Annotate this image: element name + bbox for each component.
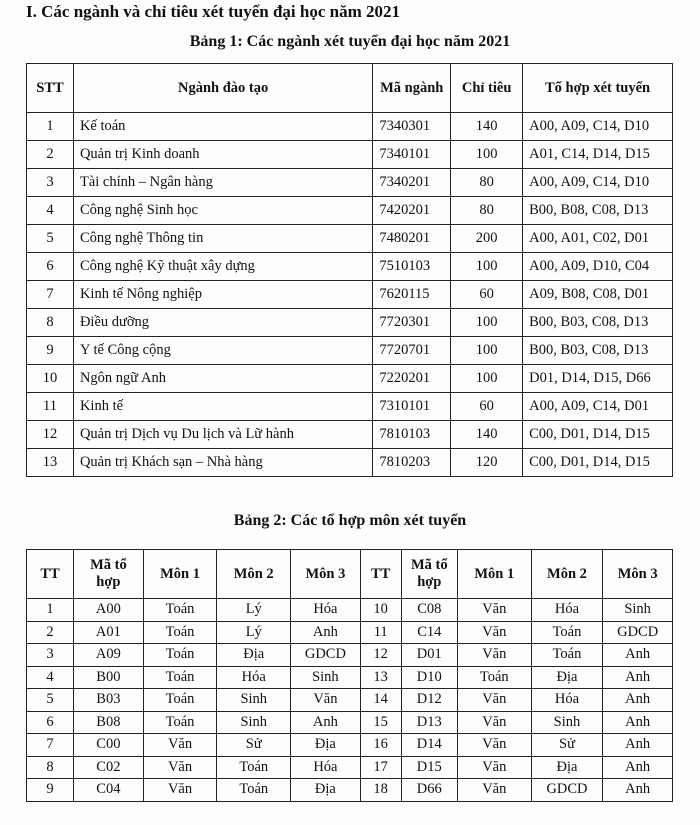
row-combo-code: A01 — [74, 621, 144, 644]
row-code: 7340201 — [373, 169, 451, 197]
table-row — [27, 281, 673, 309]
row-subject-2: Sử — [217, 734, 291, 757]
row-quota: 100 — [451, 141, 523, 169]
row-tt: 16 — [360, 734, 401, 757]
row-combo-code: D15 — [401, 756, 457, 779]
row-stt: 7 — [27, 281, 74, 309]
table-row — [27, 711, 673, 734]
row-quota: 100 — [451, 253, 523, 281]
row-quota: 140 — [451, 113, 523, 141]
row-stt: 13 — [27, 449, 74, 477]
table-row — [27, 365, 673, 393]
row-subject-3: Hóa — [291, 599, 361, 622]
row-subject-2: Địa — [217, 644, 291, 667]
table-row — [27, 141, 673, 169]
row-tt: 15 — [360, 711, 401, 734]
row-combo-code: C00 — [74, 734, 144, 757]
row-subject-3: Sinh — [291, 666, 361, 689]
row-subject-2: Địa — [531, 666, 603, 689]
row-subject-3: Anh — [291, 711, 361, 734]
row-subject-2: Toán — [217, 779, 291, 802]
row-code: 7340301 — [373, 113, 451, 141]
row-tt: 4 — [27, 666, 74, 689]
table-row — [27, 734, 673, 757]
row-subject-1: Toán — [143, 711, 217, 734]
row-quota: 100 — [451, 337, 523, 365]
table-row — [27, 421, 673, 449]
row-major: Quản trị Kinh doanh — [73, 141, 372, 169]
row-subject-2: Sử — [531, 734, 603, 757]
row-combos: A00, A09, D10, C04 — [523, 253, 673, 281]
row-subject-2: Hóa — [531, 689, 603, 712]
row-major: Tài chính – Ngân hàng — [73, 169, 372, 197]
row-subject-1: Văn — [457, 689, 531, 712]
row-stt: 10 — [27, 365, 74, 393]
row-subject-1: Toán — [143, 689, 217, 712]
row-subject-3: Anh — [603, 644, 673, 667]
row-major: Quản trị Khách sạn – Nhà hàng — [73, 449, 372, 477]
header-subject-3: Môn 3 — [291, 550, 361, 599]
table-row — [27, 449, 673, 477]
table-row — [27, 756, 673, 779]
row-tt: 7 — [27, 734, 74, 757]
table-row — [27, 309, 673, 337]
row-combos: C00, D01, D14, D15 — [523, 449, 673, 477]
row-major: Kế toán — [73, 113, 372, 141]
header-subject-1: Môn 1 — [457, 550, 531, 599]
row-code: 7340101 — [373, 141, 451, 169]
row-subject-2: Sinh — [531, 711, 603, 734]
row-subject-1: Toán — [457, 666, 531, 689]
row-code: 7480201 — [373, 225, 451, 253]
row-subject-1: Văn — [457, 734, 531, 757]
row-quota: 60 — [451, 393, 523, 421]
row-combo-code: D12 — [401, 689, 457, 712]
row-quota: 120 — [451, 449, 523, 477]
row-major: Điều dưỡng — [73, 309, 372, 337]
header-tt: TT — [360, 550, 401, 599]
header-tt: TT — [27, 550, 74, 599]
row-quota: 100 — [451, 365, 523, 393]
row-stt: 11 — [27, 393, 74, 421]
row-tt: 14 — [360, 689, 401, 712]
row-subject-2: Địa — [531, 756, 603, 779]
row-tt: 5 — [27, 689, 74, 712]
row-combo-code: D01 — [401, 644, 457, 667]
row-subject-2: Lý — [217, 621, 291, 644]
row-combo-code: B00 — [74, 666, 144, 689]
row-stt: 1 — [27, 113, 74, 141]
row-combos: A00, A09, C14, D10 — [523, 169, 673, 197]
row-major: Ngôn ngữ Anh — [73, 365, 372, 393]
row-subject-1: Toán — [143, 599, 217, 622]
row-tt: 2 — [27, 621, 74, 644]
row-subject-3: Văn — [291, 689, 361, 712]
row-tt: 9 — [27, 779, 74, 802]
row-subject-1: Văn — [457, 711, 531, 734]
row-tt: 17 — [360, 756, 401, 779]
table-row — [27, 337, 673, 365]
row-subject-3: GDCD — [291, 644, 361, 667]
row-subject-1: Toán — [143, 666, 217, 689]
row-subject-2: Toán — [217, 756, 291, 779]
row-subject-3: Anh — [603, 756, 673, 779]
row-subject-2: GDCD — [531, 779, 603, 802]
row-combo-code: D14 — [401, 734, 457, 757]
row-code: 7720301 — [373, 309, 451, 337]
majors-table — [26, 63, 673, 477]
row-tt: 18 — [360, 779, 401, 802]
row-subject-3: Anh — [603, 734, 673, 757]
row-combos: C00, D01, D14, D15 — [523, 421, 673, 449]
row-tt: 10 — [360, 599, 401, 622]
row-code: 7420201 — [373, 197, 451, 225]
row-subject-3: Anh — [603, 689, 673, 712]
row-combo-code: C14 — [401, 621, 457, 644]
row-subject-3: Anh — [603, 711, 673, 734]
table-row — [27, 644, 673, 667]
row-code: 7810103 — [373, 421, 451, 449]
table-row — [27, 393, 673, 421]
header-subject-2: Môn 2 — [217, 550, 291, 599]
row-subject-1: Văn — [143, 756, 217, 779]
row-major: Kinh tế — [73, 393, 372, 421]
row-quota: 200 — [451, 225, 523, 253]
table1-header-row — [27, 64, 673, 113]
section-heading: I. Các ngành và chỉ tiêu xét tuyển đại học năm 2021 — [26, 2, 401, 21]
row-combos: D01, D14, D15, D66 — [523, 365, 673, 393]
header-combo-code: Mã tổ hợp — [401, 550, 457, 599]
table2-caption: Bảng 2: Các tổ hợp môn xét tuyển — [233, 512, 467, 529]
row-code: 7810203 — [373, 449, 451, 477]
row-combo-code: A00 — [74, 599, 144, 622]
header-stt: STT — [27, 64, 74, 113]
row-stt: 3 — [27, 169, 74, 197]
row-subject-3: Sinh — [603, 599, 673, 622]
table-row — [27, 689, 673, 712]
row-combo-code: D10 — [401, 666, 457, 689]
row-combos: A00, A09, C14, D10 — [523, 113, 673, 141]
header-subject-1: Môn 1 — [143, 550, 217, 599]
row-subject-3: GDCD — [603, 621, 673, 644]
row-subject-1: Văn — [143, 779, 217, 802]
row-subject-3: Hóa — [291, 756, 361, 779]
row-stt: 2 — [27, 141, 74, 169]
row-subject-2: Sinh — [217, 711, 291, 734]
row-subject-3: Anh — [603, 666, 673, 689]
row-code: 7510103 — [373, 253, 451, 281]
row-tt: 11 — [360, 621, 401, 644]
row-subject-1: Toán — [143, 644, 217, 667]
row-combo-code: D66 — [401, 779, 457, 802]
table1-caption: Bảng 1: Các ngành xét tuyển đại học năm 2021 — [189, 33, 511, 50]
header-code: Mã ngành — [373, 64, 451, 113]
row-subject-1: Văn — [457, 599, 531, 622]
row-combos: B00, B03, C08, D13 — [523, 309, 673, 337]
header-combos: Tổ hợp xét tuyển — [523, 64, 673, 113]
row-quota: 60 — [451, 281, 523, 309]
table-row — [27, 599, 673, 622]
header-combo-code: Mã tổ hợp — [74, 550, 144, 599]
row-major: Công nghệ Thông tin — [73, 225, 372, 253]
table-row — [27, 197, 673, 225]
table-row — [27, 621, 673, 644]
row-tt: 12 — [360, 644, 401, 667]
row-combo-code: D13 — [401, 711, 457, 734]
row-combo-code: C02 — [74, 756, 144, 779]
row-major: Kinh tế Nông nghiệp — [73, 281, 372, 309]
header-subject-3: Môn 3 — [603, 550, 673, 599]
row-subject-1: Văn — [457, 756, 531, 779]
row-stt: 5 — [27, 225, 74, 253]
row-code: 7720701 — [373, 337, 451, 365]
row-subject-2: Hóa — [531, 599, 603, 622]
row-combos: A09, B08, C08, D01 — [523, 281, 673, 309]
row-subject-1: Văn — [457, 644, 531, 667]
table-row — [27, 169, 673, 197]
subject-combos-table — [26, 549, 673, 802]
table-row — [27, 225, 673, 253]
row-combos: A01, C14, D14, D15 — [523, 141, 673, 169]
row-code: 7220201 — [373, 365, 451, 393]
header-quota: Chỉ tiêu — [451, 64, 523, 113]
row-subject-3: Anh — [603, 779, 673, 802]
row-subject-2: Hóa — [217, 666, 291, 689]
table-row — [27, 113, 673, 141]
row-combos: B00, B03, C08, D13 — [523, 337, 673, 365]
row-subject-2: Toán — [531, 621, 603, 644]
row-subject-2: Toán — [531, 644, 603, 667]
row-subject-3: Anh — [291, 621, 361, 644]
row-subject-2: Lý — [217, 599, 291, 622]
row-stt: 6 — [27, 253, 74, 281]
row-subject-1: Văn — [143, 734, 217, 757]
table-row — [27, 779, 673, 802]
row-major: Y tế Công cộng — [73, 337, 372, 365]
row-combo-code: B03 — [74, 689, 144, 712]
row-combos: A00, A01, C02, D01 — [523, 225, 673, 253]
row-combo-code: C08 — [401, 599, 457, 622]
row-subject-1: Văn — [457, 779, 531, 802]
row-combo-code: C04 — [74, 779, 144, 802]
row-quota: 80 — [451, 169, 523, 197]
row-tt: 6 — [27, 711, 74, 734]
row-stt: 4 — [27, 197, 74, 225]
row-code: 7310101 — [373, 393, 451, 421]
row-stt: 9 — [27, 337, 74, 365]
row-combos: A00, A09, C14, D01 — [523, 393, 673, 421]
row-stt: 8 — [27, 309, 74, 337]
row-combo-code: B08 — [74, 711, 144, 734]
row-subject-1: Văn — [457, 621, 531, 644]
row-major: Quản trị Dịch vụ Du lịch và Lữ hành — [73, 421, 372, 449]
row-major: Công nghệ Sinh học — [73, 197, 372, 225]
row-subject-1: Toán — [143, 621, 217, 644]
row-quota: 80 — [451, 197, 523, 225]
header-major: Ngành đào tạo — [73, 64, 372, 113]
row-combo-code: A09 — [74, 644, 144, 667]
table-row — [27, 253, 673, 281]
row-code: 7620115 — [373, 281, 451, 309]
table-row — [27, 666, 673, 689]
row-subject-3: Địa — [291, 734, 361, 757]
row-tt: 8 — [27, 756, 74, 779]
row-tt: 13 — [360, 666, 401, 689]
row-tt: 3 — [27, 644, 74, 667]
row-quota: 100 — [451, 309, 523, 337]
row-subject-3: Địa — [291, 779, 361, 802]
row-stt: 12 — [27, 421, 74, 449]
table2-header-row — [27, 550, 673, 599]
row-subject-2: Sinh — [217, 689, 291, 712]
row-tt: 1 — [27, 599, 74, 622]
header-subject-2: Môn 2 — [531, 550, 603, 599]
row-combos: B00, B08, C08, D13 — [523, 197, 673, 225]
row-major: Công nghệ Kỹ thuật xây dựng — [73, 253, 372, 281]
row-quota: 140 — [451, 421, 523, 449]
